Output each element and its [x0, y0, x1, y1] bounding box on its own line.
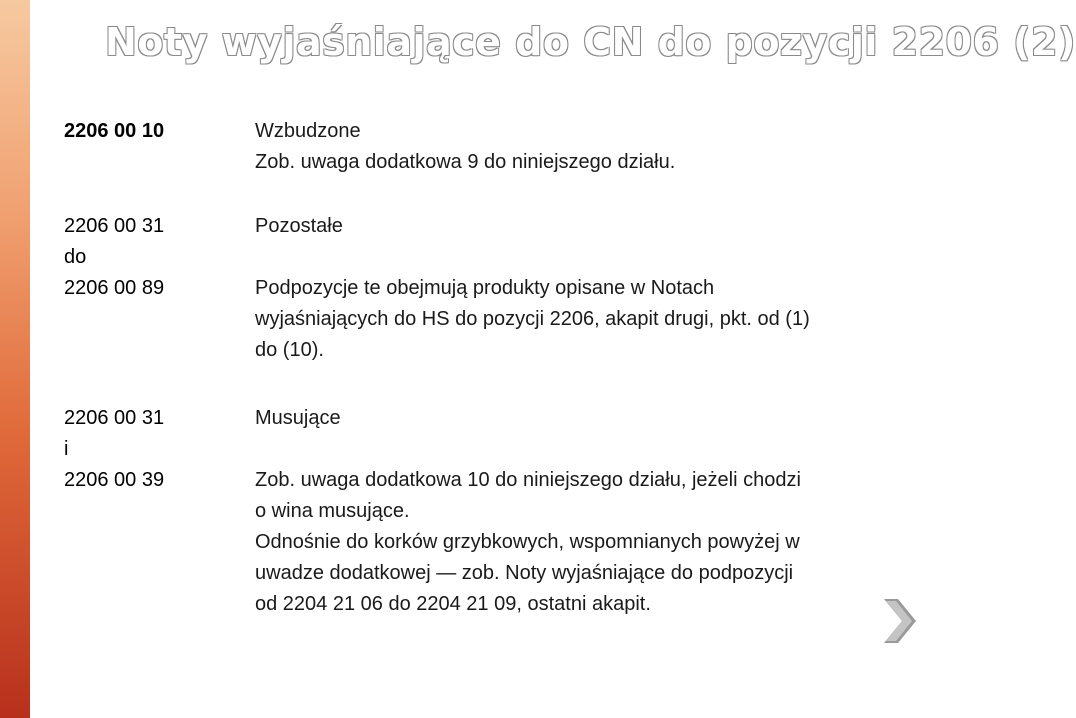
cn-code-to: 2206 00 89 — [64, 277, 165, 299]
description-heading: Wzbudzone — [255, 120, 361, 142]
description-line: do (10). — [255, 339, 324, 361]
description-heading: Musujące — [255, 407, 341, 429]
description-line: Podpozycje te obejmują produkty opisane w Notach — [255, 277, 715, 299]
description-line: Zob. uwaga dodatkowa 9 do niniejszego działu. — [255, 151, 676, 173]
description-line: Zob. uwaga dodatkowa 10 do niniejszego działu, jeżeli chodzi — [255, 469, 801, 491]
cn-code-from: 2206 00 31 — [64, 215, 165, 237]
description-line: od 2204 21 06 do 2204 21 09, ostatni akapit. — [255, 593, 651, 615]
description-heading: Pozostałe — [255, 215, 343, 237]
description — [255, 116, 925, 178]
description-line: wyjaśniających do HS do pozycji 2206, akapit drugi, pkt. od (1) — [255, 308, 810, 330]
description-line: o wina musujące. — [255, 500, 410, 522]
cn-code-connector: do — [64, 246, 87, 268]
spacer — [255, 242, 925, 273]
description — [255, 211, 925, 366]
slide-title: Noty wyjaśniające do CN do pozycji 2206 (2) — [105, 20, 1076, 64]
description-line: Odnośnie do korków grzybkowych, wspomnianych powyżej w — [255, 531, 800, 553]
chevron-right-icon[interactable] — [880, 597, 920, 645]
cn-code-from: 2206 00 31 — [64, 407, 165, 429]
cn-code: 2206 00 10 — [64, 120, 165, 142]
cn-code-to: 2206 00 39 — [64, 469, 165, 491]
cn-code-column — [64, 403, 244, 496]
description-line: uwadze dodatkowej — zob. Noty wyjaśniające do podpozycji — [255, 562, 794, 584]
decorative-side-bar — [0, 0, 30, 718]
cn-code-column — [64, 116, 244, 147]
spacer — [255, 434, 925, 465]
cn-code-column — [64, 211, 244, 304]
description — [255, 403, 925, 620]
cn-code-connector: i — [64, 438, 69, 460]
